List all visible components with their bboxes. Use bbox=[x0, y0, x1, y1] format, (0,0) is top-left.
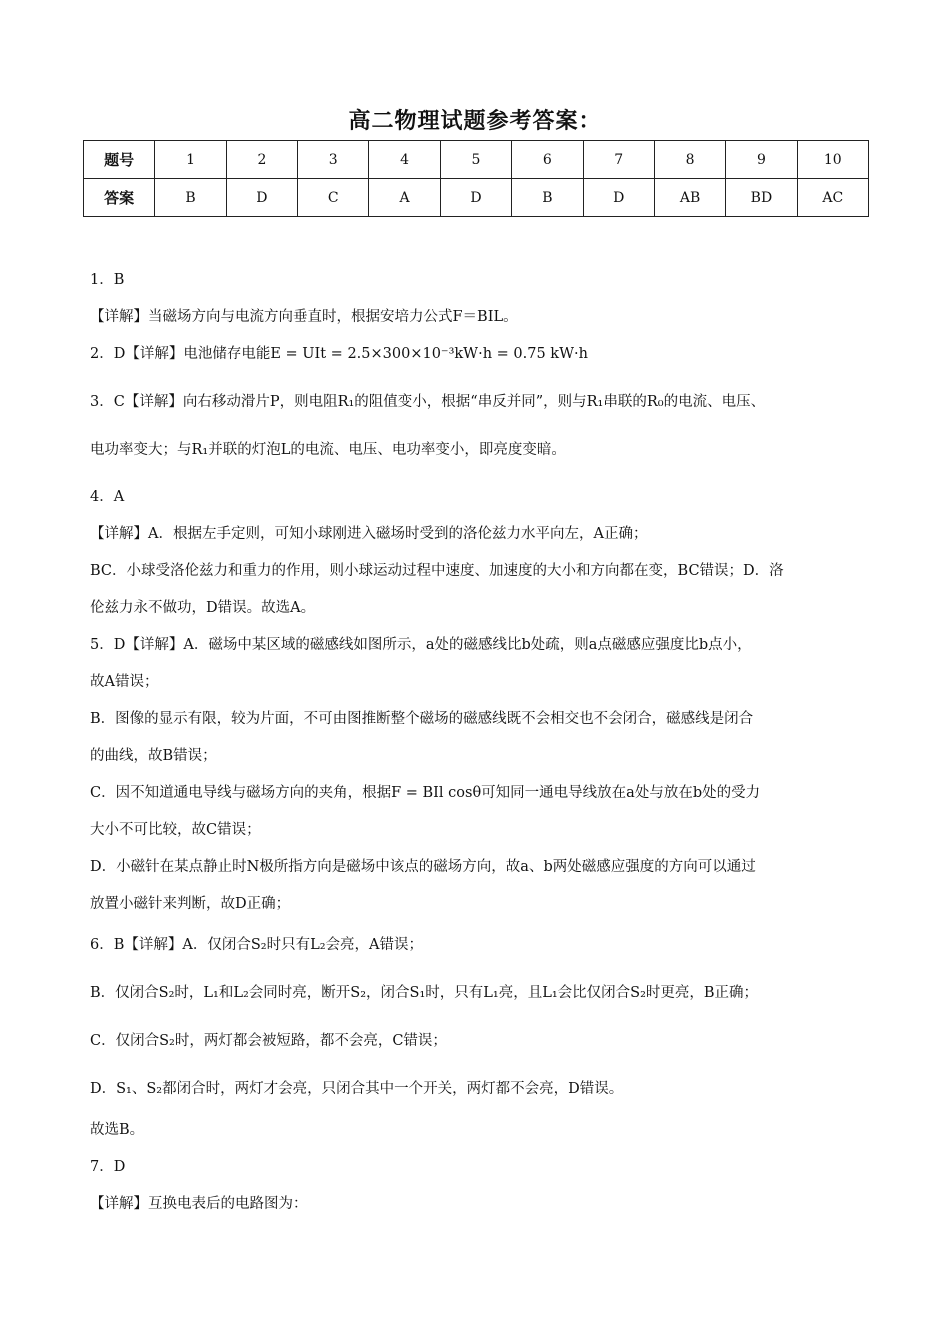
q1-head: 1．B bbox=[90, 272, 125, 288]
q6-line: C．仅闭合S₂时，两灯都会被短路，都不会亮，C错误； bbox=[90, 1033, 447, 1049]
answer-cell: D bbox=[583, 179, 654, 217]
question-number: 10 bbox=[797, 141, 868, 179]
answer-cell: A bbox=[369, 179, 440, 217]
question-number: 2 bbox=[226, 141, 297, 179]
q4-detail: BC．小球受洛伦兹力和重力的作用，则小球运动过程中速度、加速度的大小和方向都在变，BC错误；D．洛 bbox=[90, 563, 784, 579]
q4-head: 4．A bbox=[90, 489, 125, 505]
row-head-number: 题号 bbox=[84, 141, 155, 179]
answer-cell: C bbox=[298, 179, 369, 217]
answer-cell: AB bbox=[654, 179, 725, 217]
q6-line: 6．B【详解】A．仅闭合S₂时只有L₂会亮，A错误； bbox=[90, 937, 424, 953]
question-number: 3 bbox=[298, 141, 369, 179]
q7-detail: 【详解】互换电表后的电路图为： bbox=[90, 1196, 308, 1212]
q5-line: D．小磁针在某点静止时N极所指方向是磁场中该点的磁场方向，故a、b两处磁感应强度的方向可以通过 bbox=[90, 859, 756, 875]
q3-line: 电功率变大；与R₁并联的灯泡L的电流、电压、电功率变小，即亮度变暗。 bbox=[90, 442, 566, 458]
question-number: 1 bbox=[155, 141, 226, 179]
q6-line: B．仅闭合S₂时，L₁和L₂会同时亮，断开S₂，闭合S₁时，只有L₁亮，且L₁会比仅闭合S₂时更亮，B正确； bbox=[90, 985, 759, 1001]
question-number: 5 bbox=[440, 141, 511, 179]
q2-line: 2．D【详解】电池储存电能E = UIt = 2.5×300×10⁻³kW·h = 0.75 kW·h bbox=[90, 346, 588, 362]
q5-line: 放置小磁针来判断，故D正确； bbox=[90, 896, 291, 912]
q3-line: 3．C【详解】向右移动滑片P，则电阻R₁的阻值变小，根据“串反并同”，则与R₁串联的R₀的电流、电压、 bbox=[90, 394, 766, 410]
q5-line: 5．D【详解】A．磁场中某区域的磁感线如图所示，a处的磁感线比b处疏，则a点磁感应强度比b点小， bbox=[90, 637, 752, 653]
q5-line: B．图像的显示有限，较为片面，不可由图推断整个磁场的磁感线既不会相交也不会闭合，磁感线是闭合 bbox=[90, 711, 754, 727]
q1-detail: 【详解】当磁场方向与电流方向垂直时，根据安培力公式F＝BIL。 bbox=[90, 309, 518, 325]
q5-line: 故A错误； bbox=[90, 674, 159, 690]
q5-line: C．因不知道通电导线与磁场方向的夹角，根据F = BIl cosθ可知同一通电导线放在a处与放在b处的受力 bbox=[90, 785, 761, 801]
answer-cell: D bbox=[226, 179, 297, 217]
row-head-answer: 答案 bbox=[84, 179, 155, 217]
question-number: 8 bbox=[654, 141, 725, 179]
answer-cell: B bbox=[155, 179, 226, 217]
q4-detail: 伦兹力永不做功，D错误。故选A。 bbox=[90, 600, 316, 616]
answer-table-answer-row bbox=[84, 179, 869, 217]
answer-cell: AC bbox=[797, 179, 868, 217]
q7-head: 7．D bbox=[90, 1159, 126, 1175]
question-number: 7 bbox=[583, 141, 654, 179]
question-number: 4 bbox=[369, 141, 440, 179]
answer-explanations bbox=[90, 262, 870, 1223]
q4-detail: 【详解】A．根据左手定则，可知小球刚进入磁场时受到的洛伦兹力水平向左，A正确； bbox=[90, 526, 648, 542]
answer-table-number-row bbox=[84, 141, 869, 179]
answer-cell: BD bbox=[726, 179, 797, 217]
q5-line: 的曲线，故B错误； bbox=[90, 748, 217, 764]
page-title: 高二物理试题参考答案： bbox=[348, 109, 602, 134]
q6-line: 故选B。 bbox=[90, 1122, 145, 1138]
q5-line: 大小不可比较，故C错误； bbox=[90, 822, 261, 838]
q6-line: D．S₁、S₂都闭合时，两灯才会亮，只闭合其中一个开关，两灯都不会亮，D错误。 bbox=[90, 1081, 624, 1097]
answer-table bbox=[83, 140, 869, 217]
question-number: 9 bbox=[726, 141, 797, 179]
question-number: 6 bbox=[512, 141, 583, 179]
answer-cell: D bbox=[440, 179, 511, 217]
answer-cell: B bbox=[512, 179, 583, 217]
